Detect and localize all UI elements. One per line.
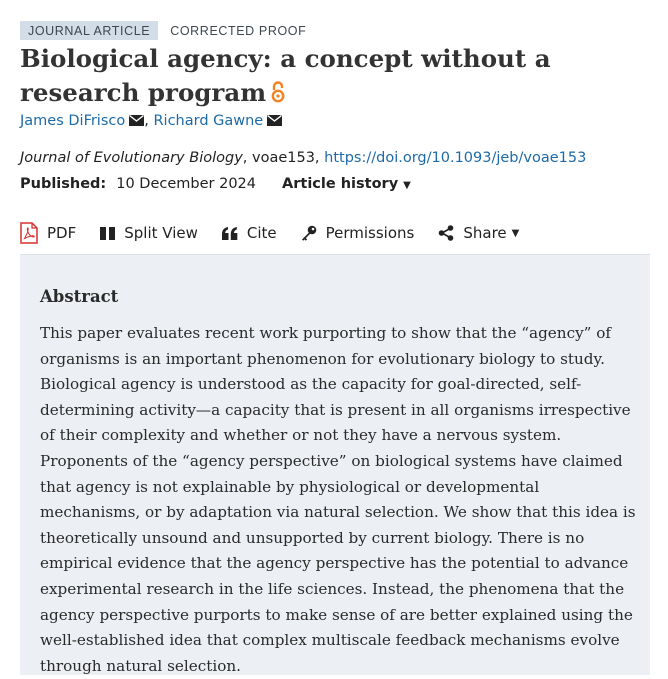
cite-button[interactable] — [222, 224, 277, 242]
abstract-text: This paper evaluates recent work purporting to show that the “agency” of organisms is an important phenomenon for evolutionary biology to study. Biological agency is understood as the capacity for goal-directed, self-determining activity—a capacity that is present in all organisms irrespective of their complexity and whether or not they have a nervous system. Proponents of the “agency perspective” on biological systems have claimed that agency is not explainable by physiological or developmental mechanisms, or by adaptation via natural selection. We show that this idea is theoretically unsound and unsupported by current biology. There is no empirical evidence that the agency perspective has the potential to advance experimental research in the life sciences. Instead, the phenomena that the agency perspective purports to make sense of are better explained using the well-established idea that complex multiscale feedback mechanisms evolve through natural selection. — [40, 324, 636, 675]
quote-icon — [222, 227, 238, 240]
author-list — [20, 113, 282, 130]
article-title-text: Biological agency: a concept without a research program — [20, 44, 551, 107]
article-type-tag: JOURNAL ARTICLE — [20, 21, 158, 40]
article-status-tag: CORRECTED PROOF — [170, 23, 307, 38]
open-access-icon — [270, 79, 286, 113]
doi-link[interactable]: https://doi.org/10.1093/jeb/voae153 — [324, 150, 587, 166]
split-view-label: Split View — [124, 224, 198, 242]
cite-label: Cite — [246, 224, 277, 242]
journal-name: Journal of Evolutionary Biology — [20, 150, 243, 166]
permissions-label: Permissions — [325, 224, 415, 242]
article-tags — [20, 21, 306, 40]
author-link-gawne[interactable]: Richard Gawne — [153, 113, 264, 129]
publication-row — [20, 176, 411, 192]
pdf-icon — [20, 222, 38, 244]
citation-suffix: , voae153, — [242, 150, 325, 166]
author-separator: , — [144, 113, 149, 129]
abstract-heading: Abstract — [40, 287, 119, 306]
article-history-label: Article history — [282, 176, 399, 192]
pdf-label: PDF — [47, 224, 77, 242]
article-history-toggle[interactable] — [282, 176, 411, 192]
email-icon[interactable] — [267, 114, 282, 130]
share-button[interactable] — [438, 224, 519, 242]
author-link-difrisco[interactable]: James DiFrisco — [20, 113, 126, 129]
permissions-button[interactable] — [301, 224, 415, 242]
chevron-down-icon: ▼ — [511, 227, 520, 239]
pdf-button[interactable] — [20, 222, 76, 244]
chevron-down-icon: ▼ — [403, 180, 411, 191]
article-title — [20, 42, 640, 113]
key-icon — [301, 225, 317, 241]
share-icon — [438, 225, 454, 241]
citation-line — [20, 150, 586, 166]
article-toolbar — [20, 222, 543, 244]
share-label: Share — [463, 224, 507, 242]
published-date: 10 December 2024 — [116, 176, 257, 192]
split-view-icon — [100, 227, 115, 240]
split-view-button[interactable] — [100, 224, 198, 242]
abstract-section — [20, 254, 650, 675]
published-label: Published: — [20, 176, 107, 192]
email-icon[interactable] — [129, 114, 144, 130]
